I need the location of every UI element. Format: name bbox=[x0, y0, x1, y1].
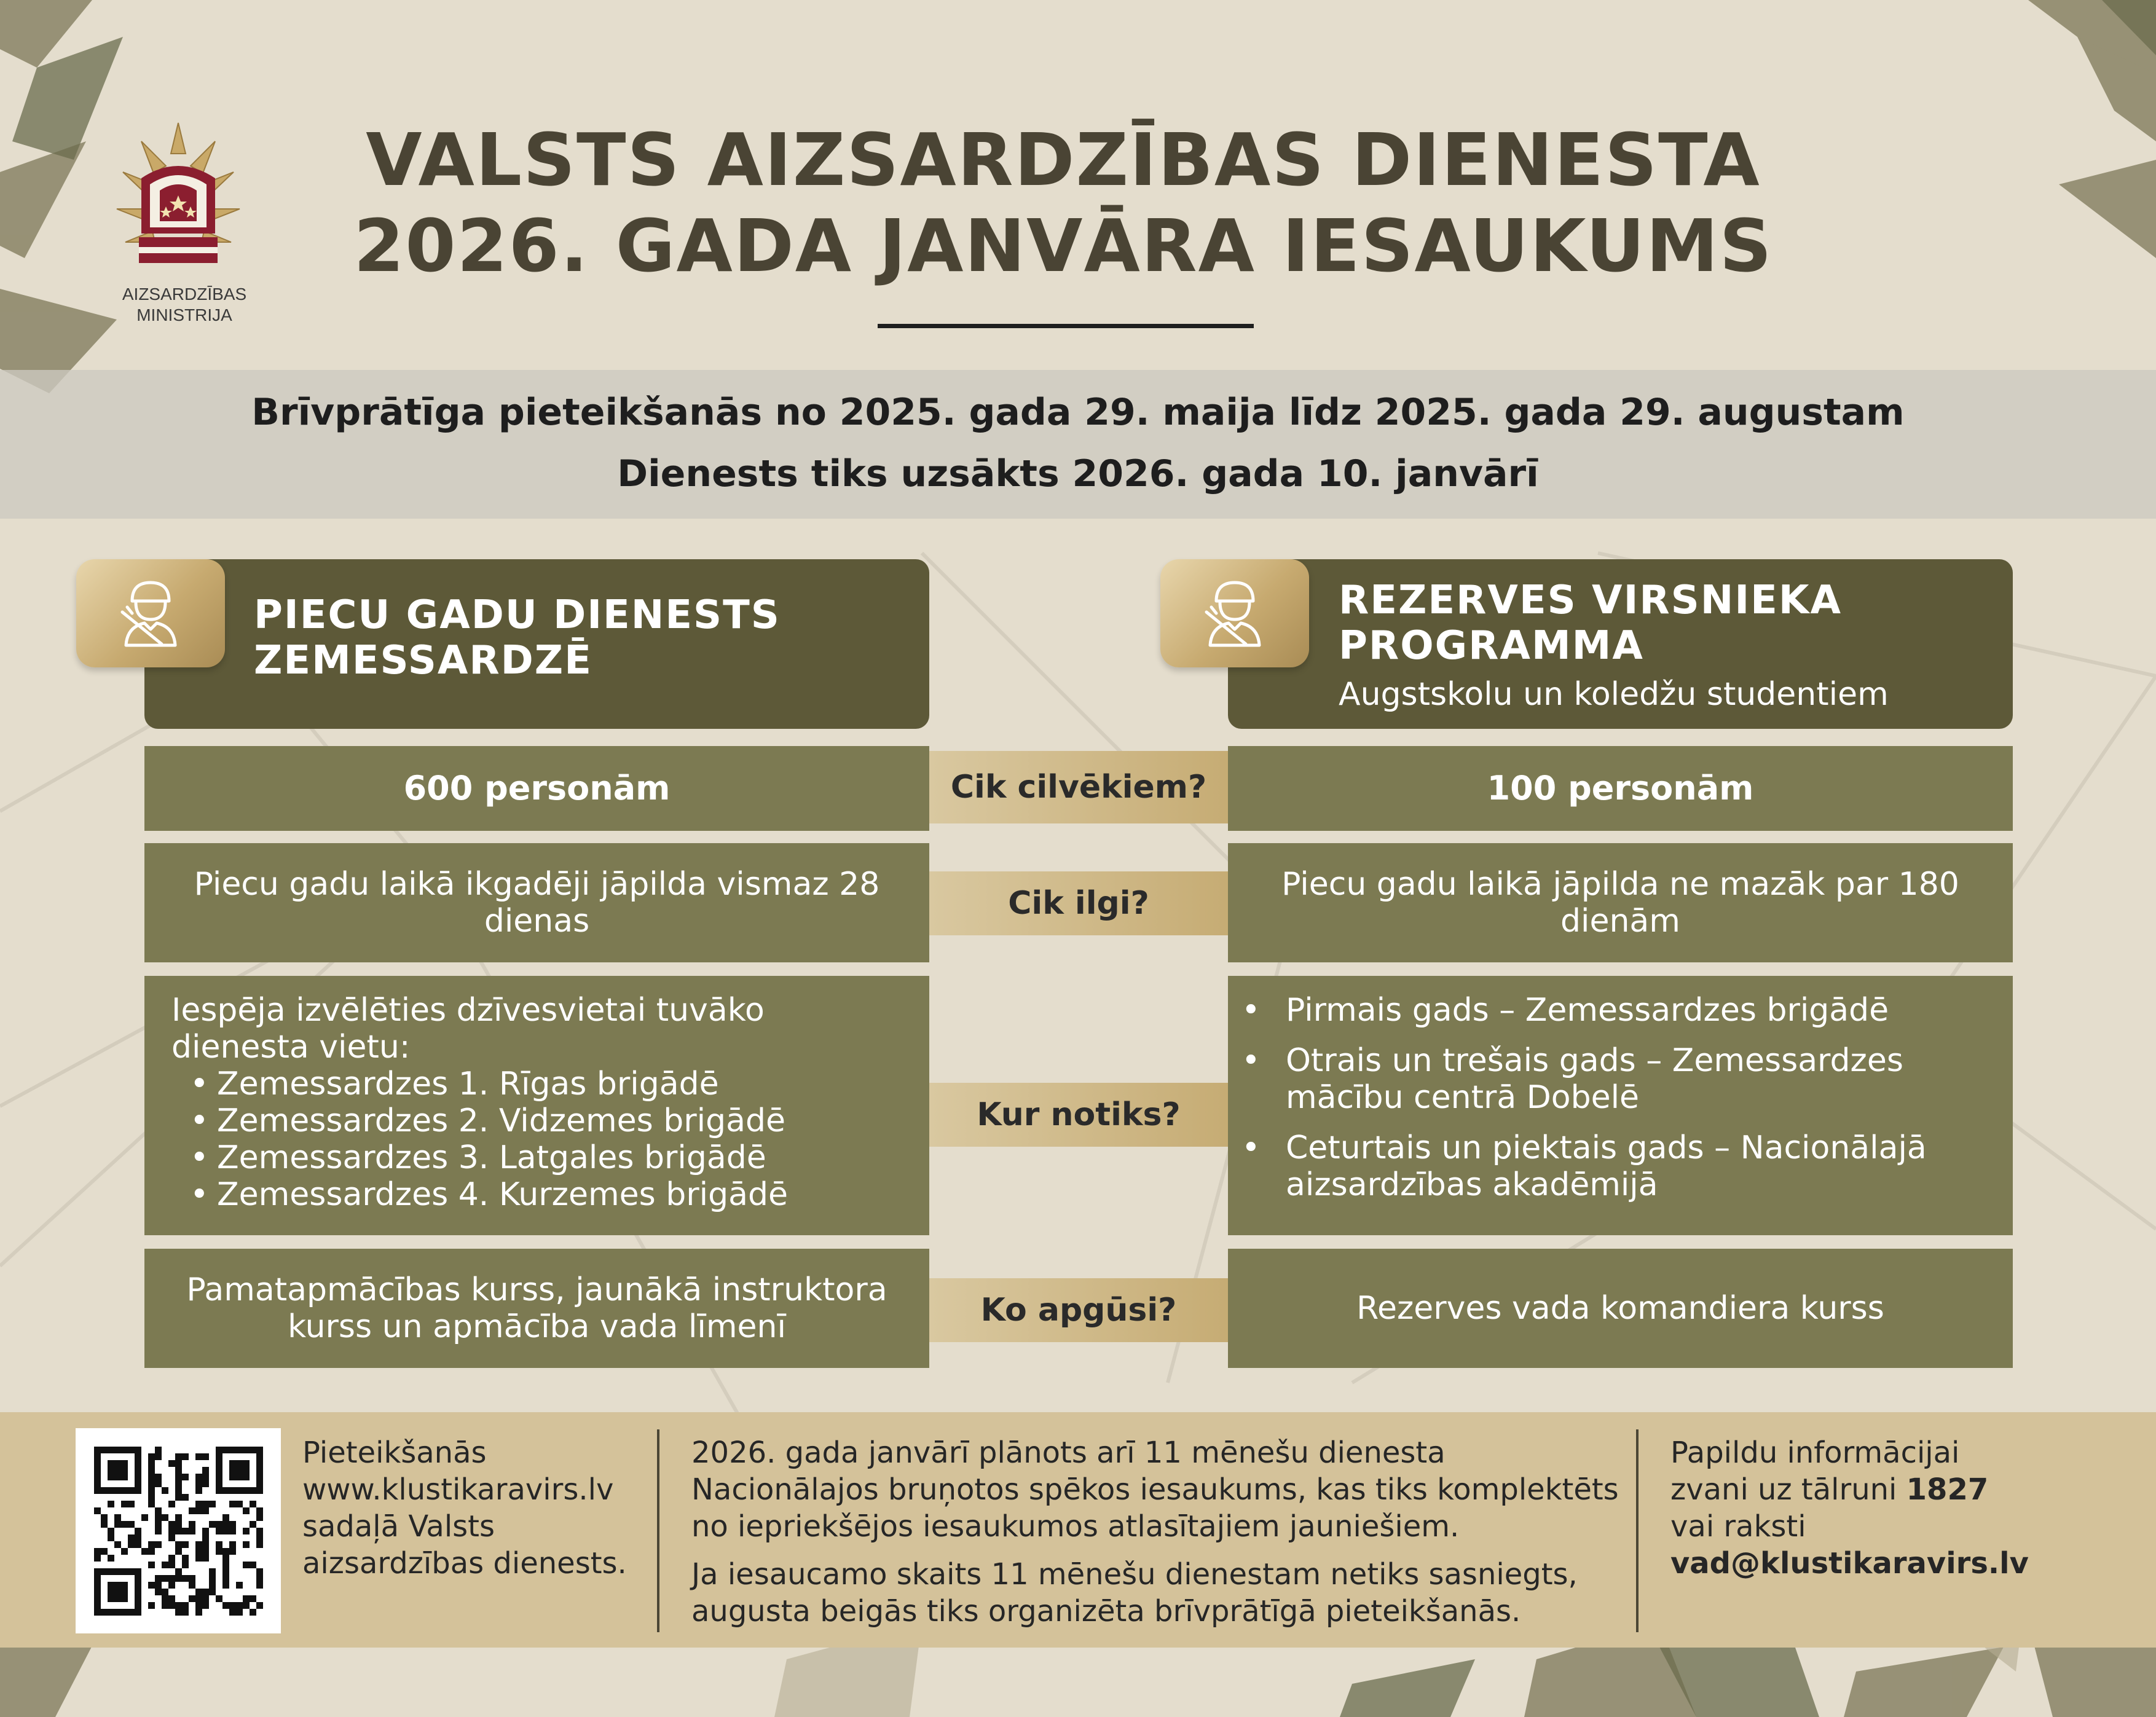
footer-divider bbox=[1636, 1429, 1639, 1632]
list-item: • Zemessardzes 4. Kurzemes brigādē bbox=[190, 1176, 905, 1213]
footer-apply bbox=[302, 1434, 647, 1582]
list-item: • Zemessardzes 3. Latgales brigādē bbox=[190, 1139, 905, 1176]
question-how-long: Cik ilgi? bbox=[929, 871, 1228, 935]
apply-line-4: aizsardzības dienests. bbox=[302, 1546, 627, 1581]
left-program-title: PIECU GADU DIENESTS ZEMESSARDZĒ bbox=[254, 592, 781, 683]
list-item: • Ceturtais un piektais gads – Nacionālajā aizsardzības akadēmijā bbox=[1241, 1130, 1988, 1203]
apply-website-link[interactable]: www.klustikaravirs.lv bbox=[302, 1472, 614, 1507]
service-start-date: Dienests tiks uzsākts 2026. gada 10. janvārī bbox=[617, 452, 1539, 495]
left-icon-badge bbox=[76, 559, 225, 667]
info-paragraph-1: 2026. gada janvārī plānots arī 11 mēnešu dienesta Nacionālajos bruņotos spēkos iesaukums, kas tiks komplektēts no iepriekšējos iesaukumos atlasītajiem jauniešiem. bbox=[691, 1436, 1619, 1544]
apply-line-1: Pieteikšanās bbox=[302, 1436, 487, 1470]
right-program-subtitle: Augstskolu un koledžu studentiem bbox=[1339, 676, 1889, 713]
title-line-1: VALSTS AIZSARDZĪBAS DIENESTA bbox=[366, 117, 1761, 202]
left-count: 600 personām bbox=[144, 746, 929, 831]
soldier-icon bbox=[114, 576, 187, 650]
contact-phone-prefix: zvani uz tālruni bbox=[1670, 1472, 1906, 1507]
ministry-logo-text bbox=[98, 284, 270, 326]
contact-email-link[interactable]: vad@klustikaravirs.lv bbox=[1670, 1546, 2029, 1581]
left-duration: Piecu gadu laikā ikgadēji jāpilda vismaz 28 dienas bbox=[144, 843, 929, 962]
right-count: 100 personām bbox=[1228, 746, 2013, 831]
question-where: Kur notiks? bbox=[929, 1083, 1228, 1147]
left-training: Pamatapmācības kurss, jaunākā instruktora kurss un apmācība vada līmenī bbox=[144, 1249, 929, 1368]
contact-line-3: vai raksti bbox=[1670, 1509, 1806, 1544]
question-what-learn: Ko apgūsi? bbox=[929, 1278, 1228, 1342]
application-period: Brīvprātīga pieteikšanās no 2025. gada 29. maija līdz 2025. gada 29. augustam bbox=[251, 391, 1905, 434]
contact-line-1: Papildu informācijai bbox=[1670, 1436, 1960, 1470]
list-item: • Zemessardzes 1. Rīgas brigādē bbox=[190, 1066, 905, 1102]
soldier-icon bbox=[1198, 576, 1272, 650]
list-item: • Pirmais gads – Zemessardzes brigādē bbox=[1241, 992, 1988, 1029]
info-paragraph-2: Ja iesaucamo skaits 11 mēnešu dienestam netiks sasniegts, augusta beigās tiks organizēta brīvprātīgā pieteikšanās. bbox=[691, 1557, 1578, 1629]
right-location-list bbox=[1241, 992, 1988, 1203]
question-how-many: Cik cilvēkiem? bbox=[929, 751, 1228, 823]
logo-line-1: AIZSARDZĪBAS bbox=[122, 285, 247, 304]
right-icon-badge bbox=[1160, 559, 1309, 667]
left-locations bbox=[144, 976, 929, 1235]
contact-phone[interactable]: 1827 bbox=[1906, 1472, 1989, 1507]
logo-line-2: MINISTRIJA bbox=[136, 305, 232, 324]
left-location-intro: Iespēja izvēlēties dzīvesvietai tuvāko dienesta vietu: bbox=[171, 992, 765, 1066]
qr-code[interactable] bbox=[76, 1428, 281, 1633]
apply-line-3: sadaļā Valsts bbox=[302, 1509, 495, 1544]
left-location-list bbox=[171, 1066, 905, 1213]
page-title bbox=[270, 117, 1856, 289]
right-duration: Piecu gadu laikā jāpilda ne mazāk par 180 dienām bbox=[1228, 843, 2013, 962]
list-item: • Zemessardzes 2. Vidzemes brigādē bbox=[190, 1102, 905, 1139]
contact-line-2 bbox=[1670, 1471, 2101, 1508]
list-item: • Otrais un trešais gads – Zemessardzes mācību centrā Dobelē bbox=[1241, 1042, 1988, 1116]
footer-divider bbox=[657, 1429, 659, 1632]
right-training: Rezerves vada komandiera kurss bbox=[1228, 1249, 2013, 1368]
footer-info bbox=[691, 1434, 1632, 1641]
right-program-title: REZERVES VIRSNIEKA PROGRAMMA bbox=[1339, 578, 1842, 669]
title-divider bbox=[878, 324, 1254, 328]
qr-code-image bbox=[76, 1428, 281, 1633]
footer-contact bbox=[1670, 1434, 2101, 1582]
right-locations bbox=[1228, 976, 2013, 1235]
title-line-2: 2026. GADA JANVĀRA IESAUKUMS bbox=[353, 203, 1773, 288]
